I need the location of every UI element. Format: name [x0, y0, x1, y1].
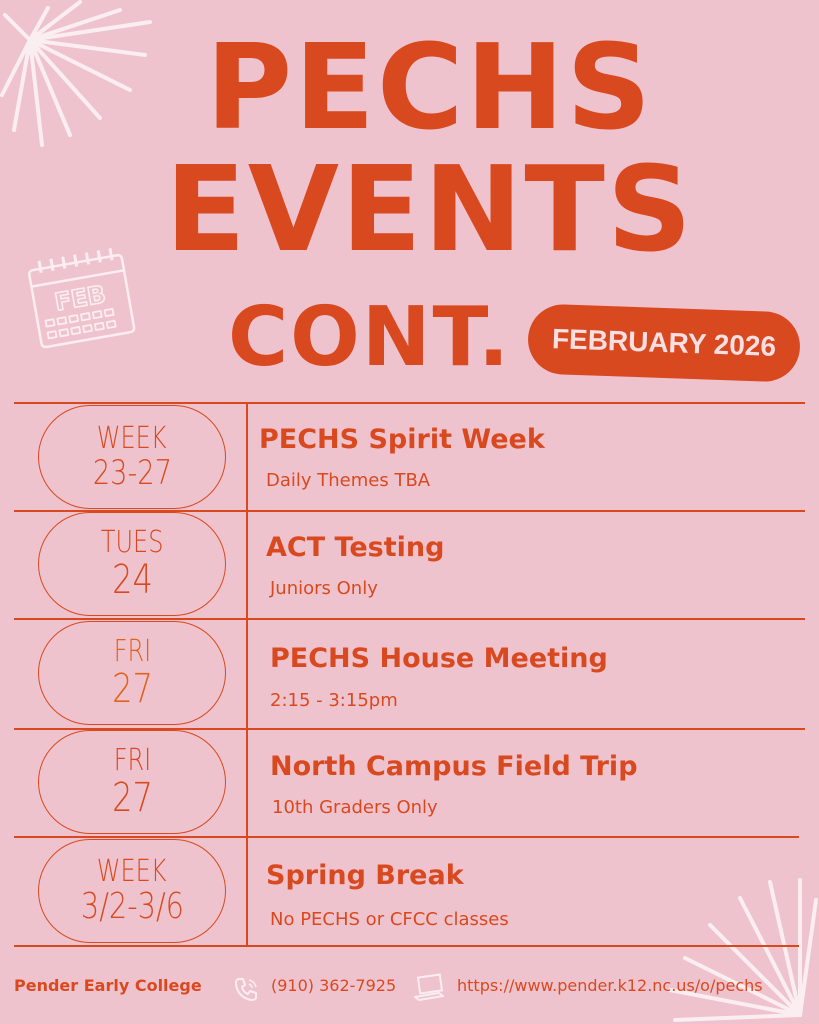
- title-line-1: PECHS: [205, 18, 654, 156]
- date-pill-day: TUES: [100, 525, 164, 560]
- school-name: Pender Early College: [14, 976, 202, 995]
- laptop-icon: [412, 970, 446, 1004]
- event-title: PECHS Spirit Week: [259, 424, 545, 455]
- table-divider: [14, 945, 799, 947]
- event-detail: No PECHS or CFCC classes: [270, 909, 509, 930]
- date-pill-date: 3/2-3/6: [80, 886, 184, 927]
- event-detail: Juniors Only: [270, 578, 378, 599]
- event-detail: 2:15 - 3:15pm: [270, 690, 398, 711]
- date-pill: [38, 405, 226, 509]
- date-pill-day: WEEK: [97, 421, 167, 456]
- title-line-2: EVENTS: [165, 140, 694, 278]
- event-title: ACT Testing: [266, 532, 445, 563]
- date-pill: [38, 512, 226, 616]
- website-link[interactable]: https://www.pender.k12.nc.us/o/pechs: [457, 976, 763, 995]
- date-pill-day: FRI: [113, 634, 151, 669]
- date-pill: [38, 839, 226, 943]
- date-pill: [38, 730, 226, 834]
- table-column-divider: [246, 403, 248, 946]
- event-title: Spring Break: [266, 860, 464, 891]
- event-title: PECHS House Meeting: [270, 643, 608, 674]
- table-divider: [14, 836, 799, 838]
- title-line-3: CONT.: [228, 290, 512, 385]
- event-detail: Daily Themes TBA: [266, 470, 431, 491]
- event-title: North Campus Field Trip: [270, 751, 638, 782]
- month-badge: FEBRUARY 2026: [527, 303, 801, 382]
- date-pill-date: 27: [111, 666, 153, 712]
- table-divider: [14, 402, 805, 404]
- sunburst-decoration-bottom: [660, 870, 819, 1024]
- phone-icon: [232, 975, 260, 1003]
- date-pill-day: FRI: [113, 743, 151, 778]
- date-pill-date: 27: [111, 775, 153, 821]
- date-pill: [38, 621, 226, 725]
- calendar-icon-text: FEB: [52, 280, 108, 317]
- phone-number: (910) 362-7925: [271, 976, 397, 995]
- date-pill-date: 24: [111, 557, 153, 603]
- event-detail: 10th Graders Only: [272, 797, 438, 818]
- date-pill-date: 23-27: [92, 453, 172, 493]
- table-divider: [14, 618, 805, 620]
- date-pill-day: WEEK: [97, 854, 167, 889]
